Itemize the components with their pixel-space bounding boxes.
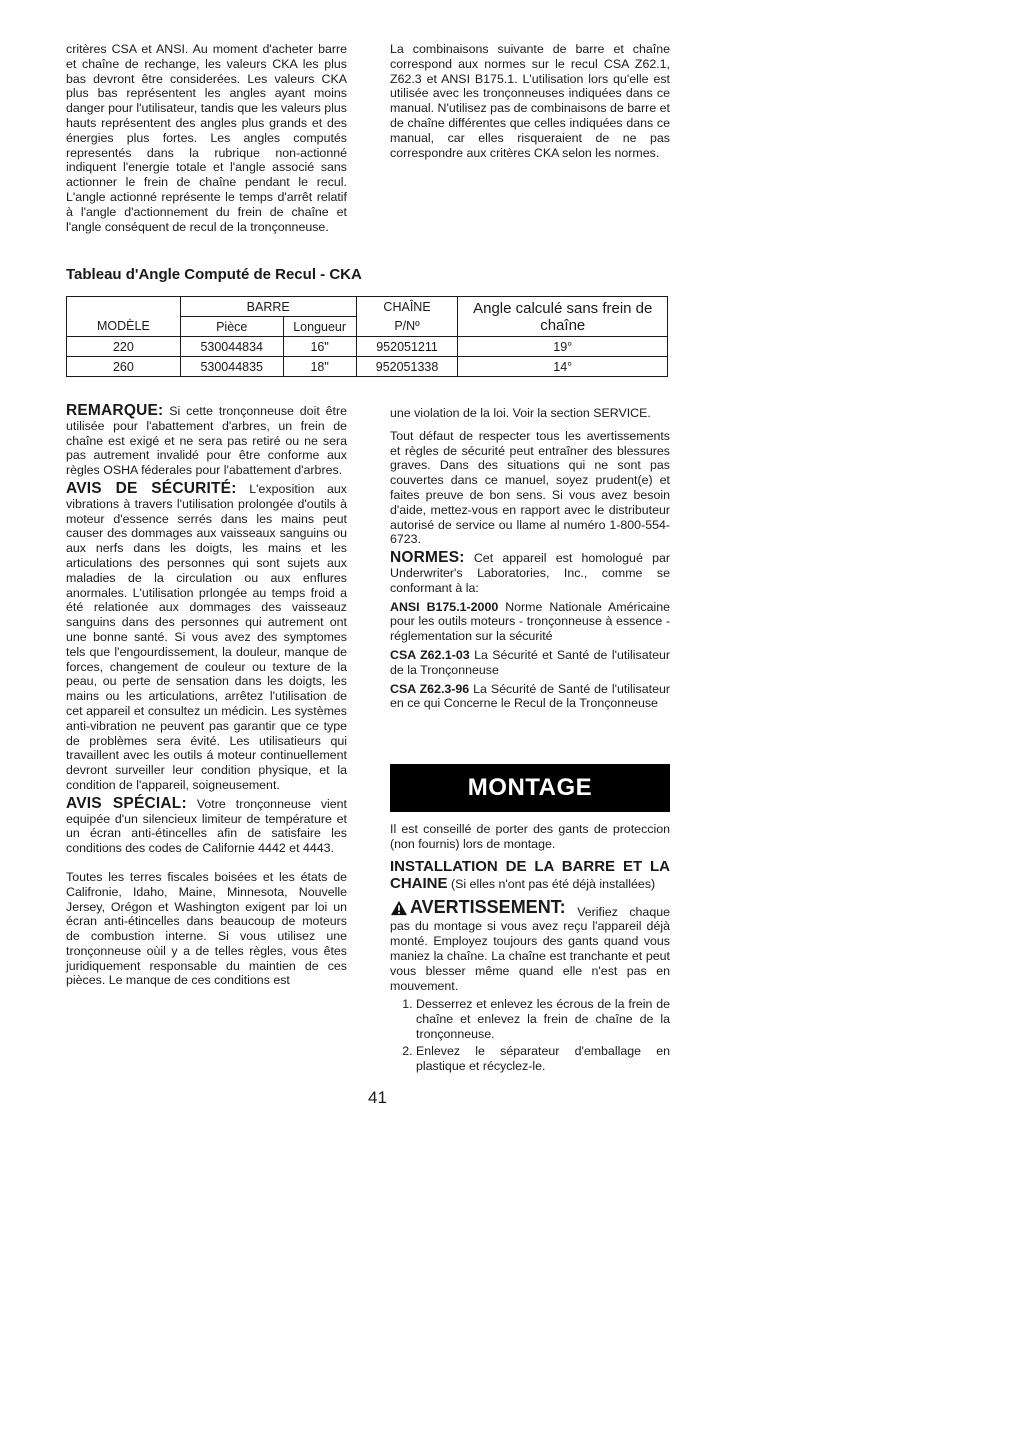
cka-explanation: critères CSA et ANSI. Au moment d'acheter barre et chaîne de rechange, les valeurs CKA les plus bas devront être considerées. Les valeurs CKA plus bas représentent les angles ayant moins danger pour l'utilisateur, tandis que les valeurs plus hauts représentent des angles plus grands et des énergies plus fortes. Les angles computés representés dans la rubrique non-actionné indiquent l'energie totale et l'angle associé sans actionner le frein de chaîne pendant le recul. L'angle actionné représente le temps d'arrêt relatif à l'angle d'actionnement du frein de chaîne et l'angle conséquent de recul de la tronçonneuse. bbox=[66, 42, 347, 234]
header-length: Longueur bbox=[283, 317, 356, 337]
warning-heading bbox=[390, 897, 566, 918]
header-chain: CHAÎNE bbox=[356, 297, 458, 317]
warning-text: Verifiez chaque pas du montage si vous avez reçu l'appareil déjà monté. Employez toujours des gants quand vous maniez la chaîne. La chaîne est tranchante et peut vous blesser même quand elle n'est pas en mouvement. bbox=[390, 904, 670, 993]
cell-length: 16" bbox=[283, 337, 356, 357]
cell-chain: 952051338 bbox=[356, 357, 458, 377]
ansi-paragraph bbox=[390, 600, 670, 644]
list-item: 2. Enlevez le séparateur d'emballage en plastique et récyclez-le. bbox=[416, 1044, 670, 1074]
table-title: Tableau d'Angle Computé de Recul - CKA bbox=[66, 266, 362, 283]
avis-special-lead: AVIS SPÉCIAL: bbox=[66, 794, 187, 812]
remarque-paragraph bbox=[66, 404, 347, 478]
csa1-text: La Sécurité et Santé de l'utilisateur de la Tronçonneuse bbox=[390, 647, 670, 677]
remarque-lead: REMARQUE: bbox=[66, 402, 164, 419]
cell-model: 260 bbox=[67, 357, 181, 377]
avis-securite-paragraph bbox=[66, 479, 347, 793]
avis-securite-text: L'exposition aux vibrations à travers l'utilisation prolongée d'outils à moteur d'essence serrés dans les mains peut causer des dommages aux vaisseaux sanguins ou aux nerfs dans les doigts, les mains et les articulations des personnes qui sont sujets aux maladies de la circulation ou aux enflures anormales. L'utilisation prlongée au temps froid a été relationée aux dommages des vaisseauz sanguins dans des personnes qui autrement ont une bonne santé. Si vous avez des symptomes tels que l'engourdissement, la douleur, manque de forces, changement de couleur ou texture de la peau, ou perte de sensation dans les doigts, les mains ou les articulations, arrêtez l'utilisation de cet appareil et consultez un médicin. Les systèmes anti-vibration ne peuvent pas garantir que ce type de problèmes sera évité. Les utilisatieurs qui travaillent avec les outils á moteur continuellement devront surveiller leur condition physique, et la condition de l'appareil, soigneusement. bbox=[66, 481, 347, 792]
header-model: MODÈLE bbox=[67, 317, 181, 337]
normes-lead: NORMES: bbox=[390, 549, 465, 567]
montage-banner: MONTAGE bbox=[390, 764, 670, 812]
terres-paragraph: Toutes les terres fiscales boisées et les états de Califronie, Idaho, Maine, Minnesota, Nouvelle Jersey, Orégon et Washington exigent par loi un écran anti-étincelles dans beaucoup de moteurs de combustion interne. Si vous utilisez une tronçonneuse oùil y a de telles règles, vous êtes juridiquement responsable du maintien de ces pièces. Le manque de ces conditions est bbox=[66, 869, 347, 988]
cka-table bbox=[66, 296, 668, 377]
avis-securite-lead: AVIS DE SÉCURITÉ: bbox=[66, 479, 237, 497]
intro-paragraph-left bbox=[66, 42, 347, 238]
assembly-steps bbox=[390, 997, 670, 1073]
normes-paragraph bbox=[390, 551, 670, 595]
list-item: 1. Desserrez et enlevez les écrous de la frein de chaîne et enlevez la frein de chaîne de la tronçonneuse. bbox=[416, 997, 670, 1041]
defaut-paragraph: Tout défaut de respecter tous les avertissements et règles de sécurité peut entraîner des blessures graves. Dans des situations qui ne sont pas couvertes dans ce manuel, soyez prudent(e) et faites preuve de bon sens. Si vous avez besoin d'aide, mettez-vous en rapport avec le distributeur autorisé de service ou llame al numéro 1-800-554-6723. bbox=[390, 428, 670, 547]
csa1-code: CSA Z62.1-03 bbox=[390, 647, 470, 662]
csa3-text: La Sécurité de Santé de l'utilisateur en ce qui Concerne le Recul de la Tronçonneuse bbox=[390, 681, 670, 711]
table-row bbox=[67, 337, 668, 357]
warning-triangle-icon bbox=[390, 900, 408, 916]
cell-model: 220 bbox=[67, 337, 181, 357]
ansi-code: ANSI B175.1-2000 bbox=[390, 599, 499, 614]
warning-label: AVERTISSEMENT: bbox=[410, 897, 566, 918]
table-row bbox=[67, 357, 668, 377]
csa1-paragraph bbox=[390, 648, 670, 678]
header-model-empty bbox=[67, 297, 181, 317]
ansi-text: Norme Nationale Américaine pour les outils moteurs - tronçonneuse à essence - réglementation sur la sécurité bbox=[390, 599, 670, 644]
page-number: 41 bbox=[368, 1088, 387, 1107]
remarque-text: Si cette tronçonneuse doit être utilisée pour l'abattement d'arbres, un frein de chaîne est exigé et ne sera pas retiré ou ne sera pas autrement invalidé pour être conforme aux règles OSHA féderales pour l'abattement d'arbres. bbox=[66, 404, 347, 478]
csa3-code: CSA Z62.3-96 bbox=[390, 681, 470, 696]
cell-length: 18" bbox=[283, 357, 356, 377]
cell-chain: 952051211 bbox=[356, 337, 458, 357]
avis-special-text: Votre tronçonneuse vient equipée d'un silencieux limiteur de température et un écran anti-étincelles afin de satisfaire les conditions des codes de Californie 4442 et 4443. bbox=[66, 796, 347, 856]
install-heading-paragraph bbox=[390, 858, 670, 892]
header-piece: Pièce bbox=[180, 317, 283, 337]
header-pn: P/Nº bbox=[356, 317, 458, 337]
avis-special-paragraph bbox=[66, 794, 347, 856]
gloves-advice: Il est conseillé de porter des gants de proteccion (non fournis) lors de montage. bbox=[390, 822, 670, 851]
normes-text: Cet appareil est homologué par Underwriter's Laboratories, Inc., comme se conformant à la: bbox=[390, 551, 670, 595]
header-angle: Angle calculé sans frein de chaîne bbox=[458, 297, 668, 337]
csa3-paragraph bbox=[390, 682, 670, 712]
header-bar: BARRE bbox=[180, 297, 356, 317]
cell-piece: 530044834 bbox=[180, 337, 283, 357]
cell-angle: 14° bbox=[458, 357, 668, 377]
warning-paragraph bbox=[390, 897, 670, 994]
left-column bbox=[66, 404, 347, 992]
table-header-row-1 bbox=[67, 297, 668, 317]
install-note: (Si elles n'ont pas été déjà installées) bbox=[450, 876, 656, 891]
violation-text: une violation de la loi. Voir la section SERVICE. bbox=[390, 406, 651, 420]
intro-paragraph-right bbox=[390, 42, 670, 164]
install-heading: INSTALLATION DE LA BARRE ET LA CHAINE bbox=[390, 857, 670, 892]
cell-piece: 530044835 bbox=[180, 357, 283, 377]
montage-section bbox=[390, 822, 670, 1075]
cell-angle: 19° bbox=[458, 337, 668, 357]
right-column bbox=[390, 406, 670, 715]
combination-note: La combinaisons suivante de barre et chaîne correspond aux normes sur le recul CSA Z62.1, Z62.3 et ANSI B175.1. L'utilisation lors qu'elle est utilisée avec les tronçonneuses indiquées dans ce manual. N'utilisez pas de combinaisons de barre et de chaîne différentes que celles indiquées dans ce manual, car elles risqueraient de ne pas correspondre aux critères CKA selon les normes. bbox=[390, 42, 670, 160]
